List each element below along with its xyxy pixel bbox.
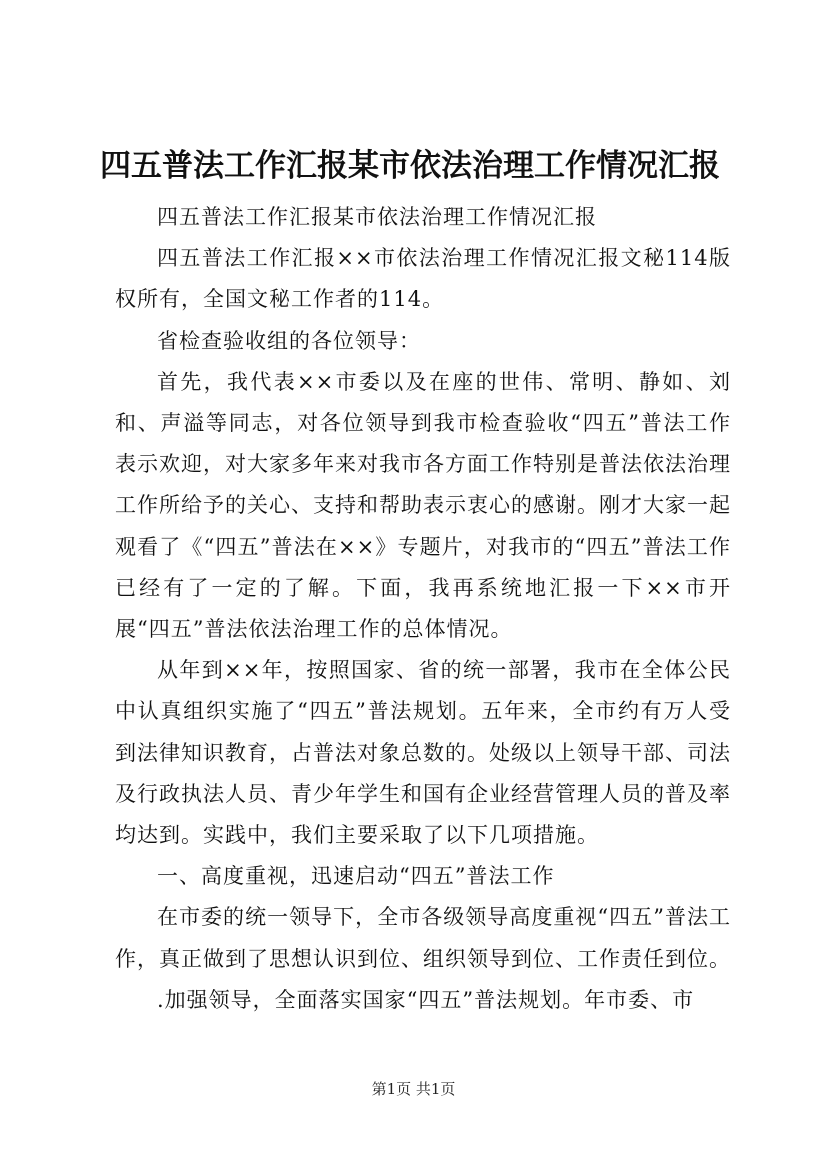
paragraph: 四五普法工作汇报某市依法治理工作情况汇报 [157, 205, 597, 229]
document-title: 四五普法工作汇报某市依法治理工作情况汇报 [100, 148, 720, 184]
paragraph: 在市委的统一领导下，全市各级领导高度重视“四五”普法工作，真正做到了思想认识到位、组织领导到位、工作责任到位。 [115, 905, 731, 971]
document-body [115, 197, 731, 1021]
paragraph: 省检查验收组的各位领导： [157, 328, 421, 353]
page-footer: 第1页 共1页 [371, 1080, 456, 1098]
paragraph: 从年到××年，按照国家、省的统一部署，我市在全体公民中认真组织实施了“四五”普法规划。五年来，全市约有万人受到法律知识教育，占普法对象总数的。处级以上领导干部、司法及行政执法人员、青少年学生和国有企业经营管理人员的普及率均达到。实践中，我们主要采取了以下几项措施。 [115, 658, 731, 848]
paragraph: 四五普法工作汇报××市依法治理工作情况汇报文秘114版权所有，全国文秘工作者的114。 [115, 246, 731, 312]
paragraph: .加强领导，全面落实国家“四五”普法规划。年市委、市 [157, 987, 695, 1012]
paragraph: 首先，我代表××市委以及在座的世伟、常明、静如、刘和、声溢等同志，对各位领导到我市检查验收“四五”普法工作表示欢迎，对大家多年来对我市各方面工作特别是普法依法治理工作所给予的关心、支持和帮助表示衷心的感谢。刚才大家一起观看了《“四五”普法在××》专题片，对我市的“四五”普法工作已经有了一定的了解。下面，我再系统地汇报一下××市开展“四五”普法依法治理工作的总体情况。 [115, 369, 731, 642]
section-heading: 一、高度重视，迅速启动“四五”普法工作 [157, 864, 555, 889]
